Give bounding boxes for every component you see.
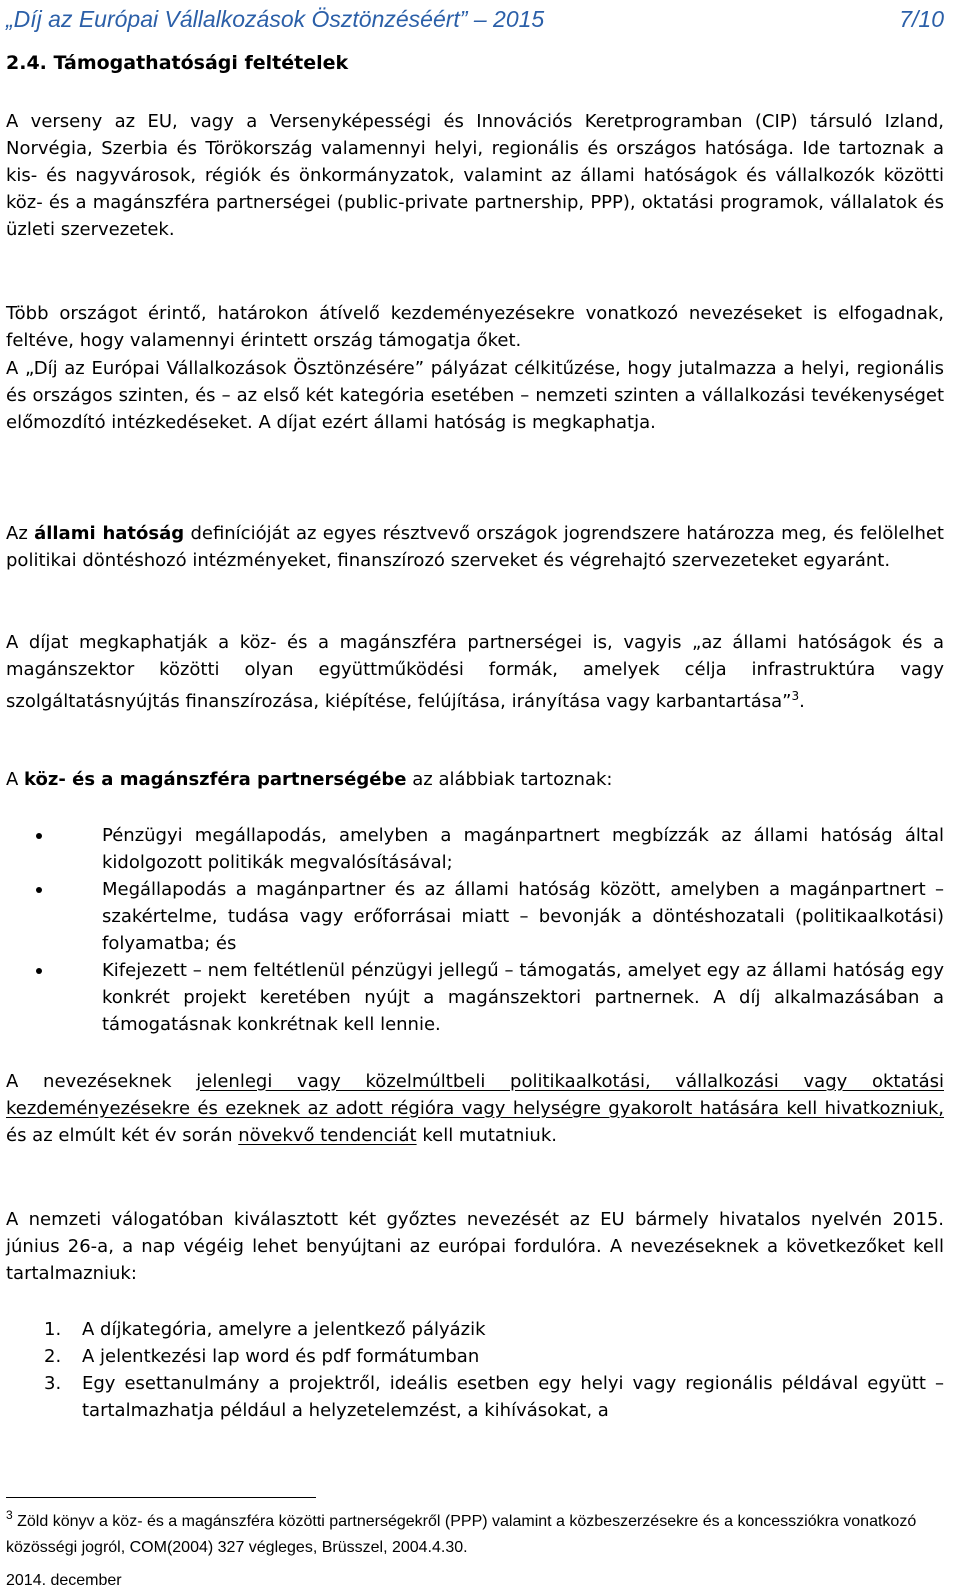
paragraph-award-objective: A „Díj az Európai Vállalkozások Ösztönzésére” pályázat célkitűzése, hogy jutalmazza a helyi, regionális és országos szinten, és – az első két kategória esetében – nemzeti szinten a vállalkozási tevékenységet előmozdító intézkedéseket. A díjat ezért állami hatóság is megkaphatja.: [6, 358, 944, 433]
underlined-trend: növekvő tendenciát: [238, 1125, 417, 1146]
document-title: „Díj az Európai Vállalkozások Ösztönzéséért” – 2015: [6, 6, 545, 32]
paragraph-ppp-intro: A köz- és a magánszféra partnerségébe az alábbiak tartoznak:: [6, 769, 613, 790]
paragraph-submission: A nemzeti válogatóban kiválasztott két győztes nevezését az EU bármely hivatalos nyelvén 2015. június 26-a, a nap végéig lehet benyújtani az európai fordulóra. A nevezéseknek a következőket kell tartalmazniuk:: [6, 1209, 944, 1284]
list-item: 1. A díjkategória, amelyre a jelentkező pályázik: [6, 1316, 944, 1343]
list-item: Kifejezett – nem feltétlenül pénzügyi jellegű – támogatás, amelyet egy az állami hatóság egy konkrét projekt keretében nyújt a magánszektori partnernek. A díj alkalmazásában a támogatásnak konkrétnak kell lennie.: [6, 957, 944, 1038]
footnote-mark: 3: [6, 1508, 13, 1522]
ppp-bullet-list: [6, 822, 944, 1038]
page-footer-date: 2014. december: [6, 1572, 122, 1589]
term-ppp: köz- és a magánszféra partnerségébe: [24, 769, 407, 790]
paragraph-eligibility: A verseny az EU, vagy a Versenyképességi és Innovációs Keretprogramban (CIP) társuló Izland, Norvégia, Szerbia és Törökország valamennyi helyi, regionális és országos hatósága. Ide tartoznak a kis- és nagyvárosok, régiók és önkormányzatok, valamint az állami hatóságok és vállalkozók közötti köz- és a magánszféra partnerségei (public-private partnership, PPP), oktatási programok, vállalatok és üzleti szervezetek.: [6, 111, 944, 240]
section-title: 2.4. Támogathatósági feltételek: [6, 52, 349, 74]
footnote-divider: [6, 1497, 316, 1498]
underlined-requirement: jelenlegi vagy közelmúltbeli politikaalkotási, vállalkozási vagy oktatási kezdeményezésekre és ezeknek az adott régióra vagy helységre gyakorolt hatására kell hivatkozniuk,: [6, 1071, 944, 1119]
paragraph-public-authority: Az állami hatóság definícióját az egyes résztvevő országok jogrendszere határozza meg, és felölelhet politikai döntéshozó intézményeket, finanszírozó szerveket és végrehajtó szervezeteket egyaránt.: [6, 523, 944, 571]
list-number: 1.: [44, 1319, 62, 1340]
page-header: [6, 2, 944, 38]
term-public-authority: állami hatóság: [34, 523, 185, 544]
list-number: 3.: [44, 1373, 62, 1394]
list-item: Pénzügyi megállapodás, amelyben a magánpartnert megbízzák az állami hatóság által kidolgozott politikák megvalósításával;: [6, 822, 944, 876]
paragraph-ppp-definition: A díjat megkaphatják a köz- és a magánszféra partnerségei is, vagyis „az állami hatóságok és a magánszektor közötti olyan együttműködési formák, amelyek célja infrastruktúra vagy szolgáltatásnyújtás finanszírozása, kiépítése, felújítása, irányítása vagy karbantartása”$^3$.: [6, 632, 944, 712]
list-item: Megállapodás a magánpartner és az állami hatóság között, amelyben a magánpartnert – szakértelme, tudása vagy erőforrásai miatt – bevonják a döntéshozatali (politikaalkotási) folyamatba; és: [6, 876, 944, 957]
paragraph-nomination-requirements: A nevezéseknek jelenlegi vagy közelmúltbeli politikaalkotási, vállalkozási vagy oktatási kezdeményezésekre és ezeknek az adott régióra vagy helységre gyakorolt hatására kell hivatkozniuk, és az elmúlt két év során növekvő tendenciát kell mutatniuk.: [6, 1071, 944, 1146]
footnote: $^3$ Zöld könyv a köz- és a magánszféra közötti partnerségekről (PPP) valamint a közbeszerzésekre és a koncessziókra vonatkozó közösségi jogról, COM(2004) 327 végleges, Brüsszel, 2004.4.30.: [6, 1508, 917, 1556]
bullet-icon: [36, 833, 42, 839]
page-number: 7/10: [899, 6, 944, 32]
list-item: 3. Egy esettanulmány a projektről, ideális esetben egy helyi vagy regionális példával együtt – tartalmazhatja például a helyzetelemzést, a kihívásokat, a: [6, 1370, 944, 1424]
submission-numbered-list: [6, 1316, 944, 1424]
list-number: 2.: [44, 1346, 62, 1367]
bullet-icon: [36, 887, 42, 893]
footnote-reference: 3: [791, 689, 800, 703]
bullet-icon: [36, 968, 42, 974]
list-item: 2. A jelentkezési lap word és pdf formátumban: [6, 1343, 944, 1370]
paragraph-cross-border: Több országot érintő, határokon átívelő kezdeményezésekre vonatkozó nevezéseket is elfogadnak, feltéve, hogy valamennyi érintett ország támogatja őket.: [6, 303, 944, 351]
